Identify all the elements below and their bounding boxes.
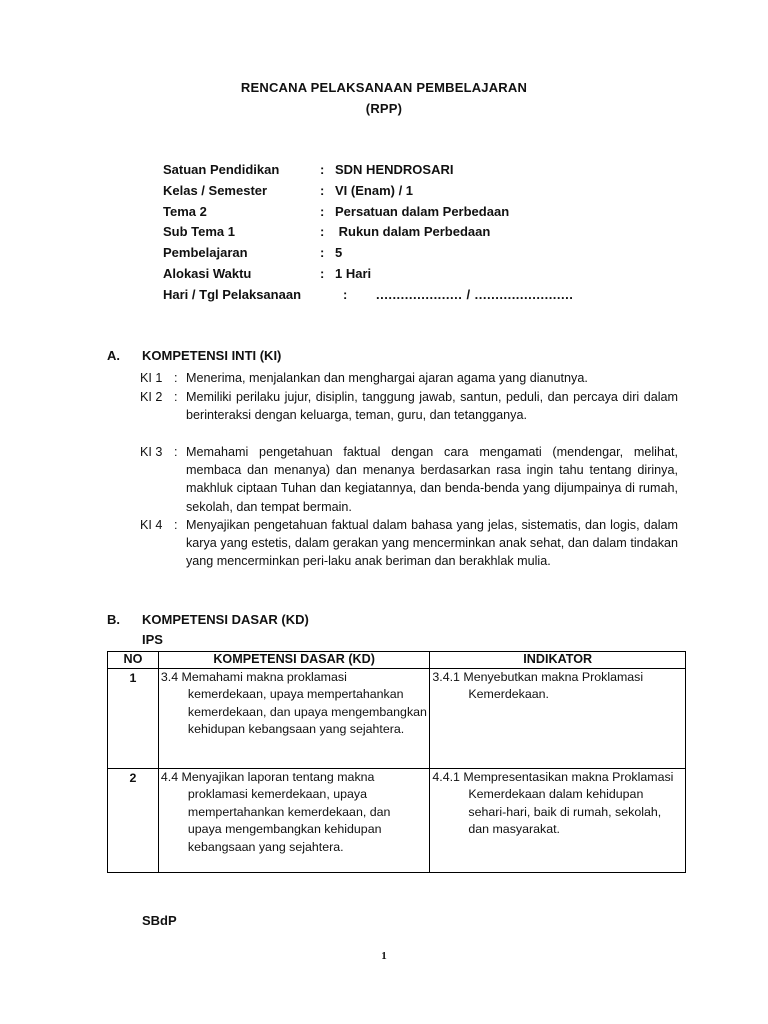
kd-text: 3.4 Memahami makna proklamasi kemerdekaan, upaya mempertahankan kemerdekaan, dan upaya mengembangkan kehidupan kebangsaan yang sejahtera.: [160, 670, 427, 737]
info-colon: :: [320, 182, 325, 198]
header-kd: KOMPETENSI DASAR (KD): [158, 652, 429, 669]
kd-table: [107, 651, 686, 873]
ki-text: Menerima, menjalankan dan menghargai ajaran agama yang dianutnya.: [186, 371, 588, 385]
info-colon: :: [320, 162, 325, 177]
page-number: 1: [381, 950, 387, 962]
kd-cell: [158, 669, 429, 769]
indikator-text: 3.4.1 Menyebutkan makna Proklamasi Kemerdekaan.: [432, 670, 644, 702]
ki-separator: :: [174, 445, 178, 459]
section-title: KOMPETENSI DASAR (KD): [142, 612, 309, 627]
section-letter: B.: [107, 612, 120, 627]
header-indikator: INDIKATOR: [430, 652, 686, 669]
row-number: 1: [108, 669, 159, 769]
info-label: Sub Tema 1: [163, 224, 236, 240]
info-colon: :: [320, 265, 325, 281]
row-number: 2: [108, 769, 159, 873]
info-value: SDN HENDROSARI: [335, 162, 454, 177]
info-label: Hari / Tgl Pelaksanaan: [163, 286, 302, 302]
table-header-row: [108, 652, 686, 669]
info-value: VI (Enam) / 1: [335, 182, 414, 198]
ki-text: Memahami pengetahuan faktual dengan cara mengamati (mendengar, melihat, membaca dan menanya) dan menanya berdasarkan rasa ingin tahu tentang dirinya, makhluk ciptaan Tuhan dan kegiatannya, dan benda-benda yang dijumpainya di rumah, sekolah, dan tempat bermain.: [186, 445, 678, 514]
document-subtitle: (RPP): [365, 101, 403, 116]
info-value: Rukun dalam Perbedaan: [335, 224, 491, 240]
table-row: [108, 669, 686, 769]
info-colon: :: [320, 203, 325, 219]
info-value: Persatuan dalam Perbedaan: [335, 203, 510, 219]
ki-text: Menyajikan pengetahuan faktual dalam bahasa yang jelas, sistematis, dan logis, dalam karya yang estetis, dalam gerakan yang mencerminkan anak sehat, dan dalam tindakan yang mencerminkan peri-laku anak beriman dan berakhlak mulia.: [186, 518, 678, 569]
info-value: 5: [335, 245, 343, 261]
info-value: ..................... / ........................: [376, 286, 574, 302]
info-label: Alokasi Waktu: [163, 265, 252, 281]
info-label: Tema 2: [163, 203, 207, 219]
indikator-cell: [430, 769, 686, 873]
info-label: Pembelajaran: [163, 245, 248, 261]
indikator-cell: [430, 669, 686, 769]
info-colon: :: [320, 245, 325, 261]
info-label: Kelas / Semester: [163, 182, 268, 198]
ki-code: KI 4: [140, 518, 163, 532]
subject-heading-ips: IPS: [142, 632, 163, 647]
ki-code: KI 3: [140, 445, 163, 459]
ki-separator: :: [174, 371, 178, 385]
ki-code: KI 1: [140, 371, 163, 385]
document-title: RENCANA PELAKSANAAN PEMBELAJARAN: [240, 80, 528, 95]
ki-separator: :: [174, 390, 178, 404]
ki-text: Memiliki perilaku jujur, disiplin, tanggung jawab, santun, peduli, dan percaya diri dalam berinteraksi dengan keluarga, teman, guru, dan tetangganya.: [186, 390, 678, 423]
info-colon: :: [320, 224, 325, 240]
section-title: KOMPETENSI INTI (KI): [142, 348, 282, 363]
subject-heading-sbdp: SBdP: [142, 913, 177, 928]
section-letter: A.: [107, 348, 120, 363]
table-row: [108, 769, 686, 873]
kd-text: 4.4 Menyajikan laporan tentang makna proklamasi kemerdekaan, upaya mempertahankan kemerdekaan, dan upaya mengembangkan kehidupan kebangsaan yang sejahtera.: [160, 770, 391, 854]
info-value: 1 Hari: [335, 265, 372, 281]
info-colon: :: [343, 286, 348, 302]
ki-code: KI 2: [140, 390, 163, 404]
info-label: Satuan Pendidikan: [163, 162, 280, 177]
indikator-text: 4.4.1 Mempresentasikan makna Proklamasi Kemerdekaan dalam kehidupan sehari-hari, baik di rumah, sekolah, dan masyarakat.: [432, 770, 674, 837]
kd-cell: [158, 769, 429, 873]
ki-separator: :: [174, 518, 178, 532]
header-no: NO: [108, 652, 159, 669]
